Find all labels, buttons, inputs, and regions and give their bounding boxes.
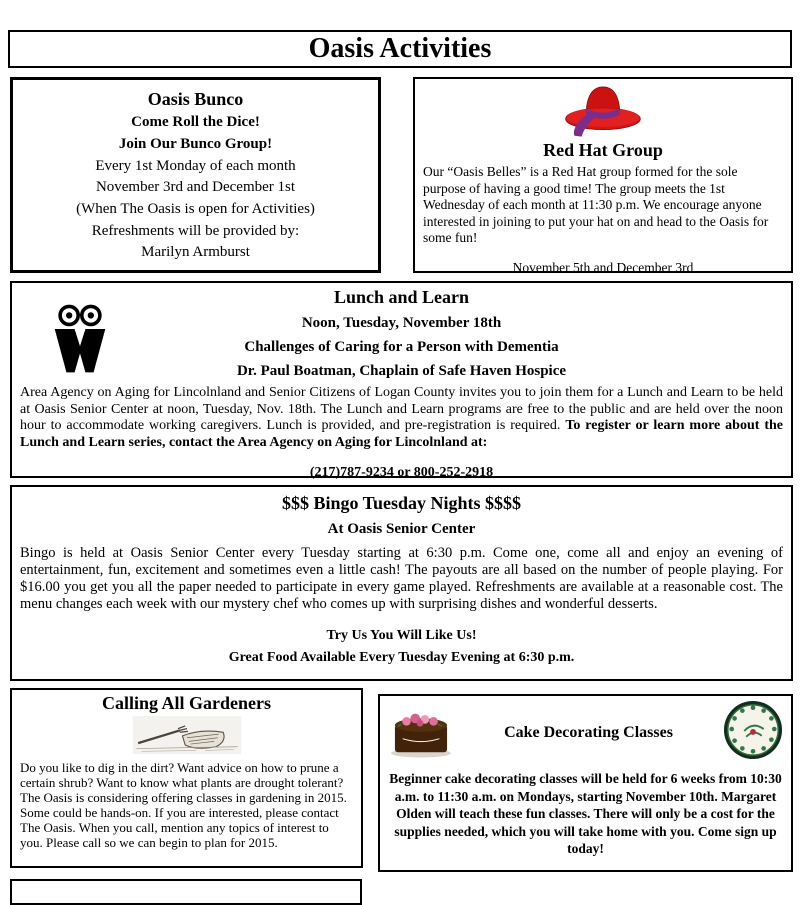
lunch-learn-when: Noon, Tuesday, November 18th <box>301 315 502 331</box>
bingo-tagline-1: Try Us You Will Like Us! <box>326 627 477 643</box>
bunco-dates: November 3rd and December 1st <box>95 179 296 196</box>
red-hat-section <box>413 77 793 273</box>
lunch-learn-section <box>10 281 793 478</box>
bingo-tagline-2: Great Food Available Every Tuesday Evening at 6:30 p.m. <box>228 649 575 665</box>
red-hat-body: Our “Oasis Belles” is a Red Hat group formed for the sole purpose of having a good time! The group meets the 1st Wednesday of each month at 11:30 p.m. We encourage anyone interested in joining to put your hat on and head to the Oasis for some fun! <box>423 164 769 245</box>
red-hat-title: Red Hat Group <box>543 140 663 160</box>
page-title: Oasis Activities <box>308 33 492 64</box>
cake-body: Beginner cake decorating classes will be held for 6 weeks from 10:30 a.m. to 11:30 a.m. on Mondays, starting November 10th. Margaret Olden will teach these fun classes. There will only be a cost for the supplies needed, which you will take home with you. Come sign up today! <box>389 771 782 856</box>
lunch-learn-phone: (217)787-9234 or 800-252-2918 <box>309 465 494 480</box>
bunco-note: (When The Oasis is open for Activities) <box>76 200 315 217</box>
bunco-schedule: Every 1st Monday of each month <box>95 157 296 174</box>
cake-title: Cake Decorating Classes <box>504 723 673 741</box>
lunch-learn-speaker: Dr. Paul Boatman, Chaplain of Safe Haven Hospice <box>236 363 567 379</box>
lunch-learn-body <box>20 385 783 451</box>
lunch-learn-body-bold: To register or learn more about the Lunch and Learn series, contact the Area Agency on Aging for Lincolnland at: <box>20 418 783 450</box>
people-icon <box>52 303 108 378</box>
bunco-section <box>10 77 381 273</box>
gardeners-title: Calling All Gardeners <box>101 693 271 713</box>
bingo-body: Bingo is held at Oasis Senior Center every Tuesday starting at 6:30 p.m. Come one, come all and enjoy an evening of entertainment, fun, excitement and sometimes even a little cash! The payouts are all based on the number of people playing. For $16.00 you get you all the paper needed to participate in every game played. Refreshments are available at a reasonable cost. The menu changes each week with our mystery chef who comes up with surprising dishes and wonderful desserts. <box>20 545 783 612</box>
cake-header <box>388 700 783 765</box>
garden-tools-image <box>20 716 353 756</box>
bunco-tagline-1: Come Roll the Dice! <box>131 114 260 131</box>
bunco-host: Marilyn Armburst <box>141 244 250 261</box>
page-header <box>8 30 792 68</box>
bingo-subtitle: At Oasis Senior Center <box>327 521 476 537</box>
red-hat-dates: November 5th and December 3rd <box>512 260 694 275</box>
lunch-learn-title: Lunch and Learn <box>333 287 470 307</box>
bunco-tagline-2: Join Our Bunco Group! <box>118 135 273 152</box>
lunch-learn-topic: Challenges of Caring for a Person with Dementia <box>244 339 559 355</box>
red-hat-icon <box>423 82 783 140</box>
gardeners-body: Do you like to dig in the dirt? Want advice on how to prune a certain shrub? Want to know what plants are drought tolerant? The Oasis is considering offering classes in gardening in 2015. Some could be hands-on. If you are interested, please contact The Oasis. When you call, mention any topics of interest to you. Please call so we can begin to plan for 2015. <box>20 760 347 850</box>
bingo-title: $$$ Bingo Tuesday Nights $$$$ <box>281 493 522 513</box>
lunch-learn-body-text: Area Agency on Aging for Lincolnland and Senior Citizens of Logan County invites you to join them for a Lunch and Learn to be held at Oasis Senior Center at noon, Tuesday, Nov. 18th. The Lunch and Learn programs are free to the public and are held over the noon hour to accommodate working caregivers. Lunch is provided, and pre-registration is required. <box>20 385 783 433</box>
green-white-cake-image <box>723 700 783 765</box>
chocolate-cake-image <box>388 702 454 763</box>
next-section-box <box>10 879 362 905</box>
cake-section <box>378 694 793 872</box>
gardeners-section <box>10 688 363 868</box>
bunco-refreshments: Refreshments will be provided by: <box>91 222 300 239</box>
bingo-section <box>10 485 793 681</box>
bunco-title: Oasis Bunco <box>147 88 244 109</box>
